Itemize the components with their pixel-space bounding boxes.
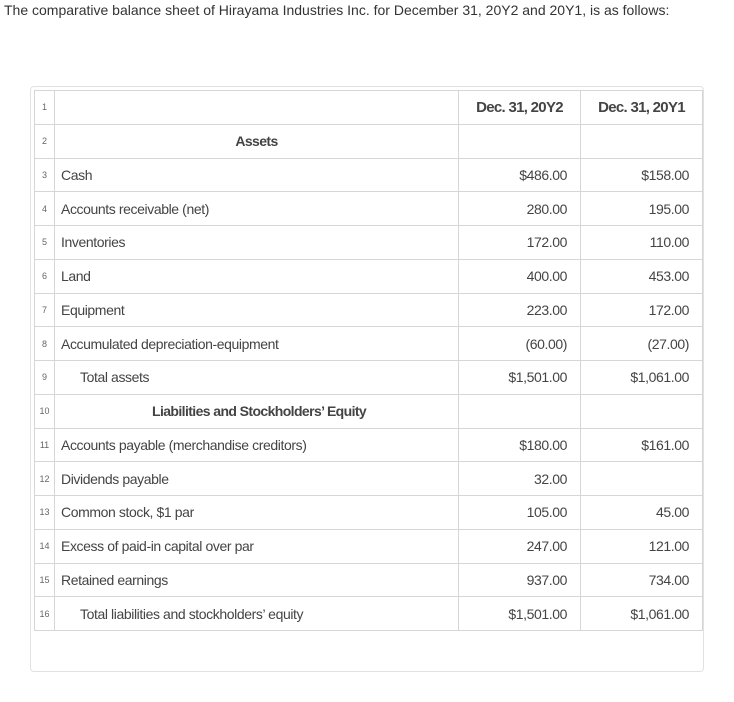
row-label: Accumulated depreciation-equipment: [55, 327, 459, 361]
row-label: Cash: [55, 158, 459, 192]
section-heading-liabilities: Liabilities and Stockholders’ Equity: [55, 394, 459, 428]
row-label: Total assets: [55, 361, 459, 395]
value-20y1: 45.00: [581, 496, 703, 530]
table-row: [35, 158, 703, 192]
row-number: 12: [35, 462, 55, 496]
value-20y2: $180.00: [459, 428, 581, 462]
row-number: 10: [35, 394, 55, 428]
row-label: Accounts receivable (net): [55, 192, 459, 226]
value-20y1: 734.00: [581, 563, 703, 597]
table-row: [35, 597, 703, 631]
row-label: Inventories: [55, 226, 459, 260]
value-20y2: [459, 124, 581, 158]
value-20y2: 400.00: [459, 259, 581, 293]
row-number: 15: [35, 563, 55, 597]
table-row: [35, 259, 703, 293]
row-number: 16: [35, 597, 55, 631]
row-number: 8: [35, 327, 55, 361]
table-row: [35, 226, 703, 260]
value-20y2: (60.00): [459, 327, 581, 361]
row-label: Accounts payable (merchandise creditors): [55, 428, 459, 462]
row-label: Excess of paid-in capital over par: [55, 529, 459, 563]
value-20y2: $1,501.00: [459, 597, 581, 631]
value-20y2: 32.00: [459, 462, 581, 496]
table-row: [35, 394, 703, 428]
row-number: 1: [35, 91, 55, 125]
row-number: 7: [35, 293, 55, 327]
row-number: 5: [35, 226, 55, 260]
row-label: Total liabilities and stockholders’ equity: [55, 597, 459, 631]
row-number: 4: [35, 192, 55, 226]
value-20y2: $486.00: [459, 158, 581, 192]
value-20y1: $1,061.00: [581, 597, 703, 631]
row-label: [55, 91, 459, 125]
table-row: [35, 462, 703, 496]
table-row: [35, 361, 703, 395]
row-number: 14: [35, 529, 55, 563]
table-row: [35, 428, 703, 462]
value-20y1: 195.00: [581, 192, 703, 226]
table-row: [35, 192, 703, 226]
value-20y1: (27.00): [581, 327, 703, 361]
value-20y1: $1,061.00: [581, 361, 703, 395]
row-label: Equipment: [55, 293, 459, 327]
balance-sheet-card: [30, 86, 704, 672]
balance-sheet-table: [34, 90, 703, 631]
value-20y2: 223.00: [459, 293, 581, 327]
row-number: 2: [35, 124, 55, 158]
value-20y1: [581, 394, 703, 428]
value-20y2: $1,501.00: [459, 361, 581, 395]
value-20y1: $158.00: [581, 158, 703, 192]
table-row: [35, 124, 703, 158]
section-heading-assets: Assets: [55, 124, 459, 158]
row-label: Common stock, $1 par: [55, 496, 459, 530]
table-row: [35, 327, 703, 361]
row-number: 9: [35, 361, 55, 395]
value-20y2: 247.00: [459, 529, 581, 563]
row-label: Retained earnings: [55, 563, 459, 597]
value-20y2: 280.00: [459, 192, 581, 226]
value-20y1: [581, 124, 703, 158]
table-row: [35, 293, 703, 327]
value-20y2: 937.00: [459, 563, 581, 597]
table-row: [35, 529, 703, 563]
value-20y1: 110.00: [581, 226, 703, 260]
value-20y1: $161.00: [581, 428, 703, 462]
row-label: Land: [55, 259, 459, 293]
column-header-20y1: Dec. 31, 20Y1: [581, 91, 703, 125]
value-20y1: 172.00: [581, 293, 703, 327]
table-row: [35, 563, 703, 597]
value-20y2: 172.00: [459, 226, 581, 260]
value-20y1: [581, 462, 703, 496]
value-20y1: 453.00: [581, 259, 703, 293]
value-20y1: 121.00: [581, 529, 703, 563]
table-row: [35, 496, 703, 530]
table-row: [35, 91, 703, 125]
row-number: 11: [35, 428, 55, 462]
row-label: Dividends payable: [55, 462, 459, 496]
row-number: 3: [35, 158, 55, 192]
value-20y2: 105.00: [459, 496, 581, 530]
row-number: 13: [35, 496, 55, 530]
intro-text: The comparative balance sheet of Hirayama Industries Inc. for December 31, 20Y2 and 20Y1, is as follows:: [4, 2, 670, 18]
value-20y2: [459, 394, 581, 428]
row-number: 6: [35, 259, 55, 293]
column-header-20y2: Dec. 31, 20Y2: [459, 91, 581, 125]
